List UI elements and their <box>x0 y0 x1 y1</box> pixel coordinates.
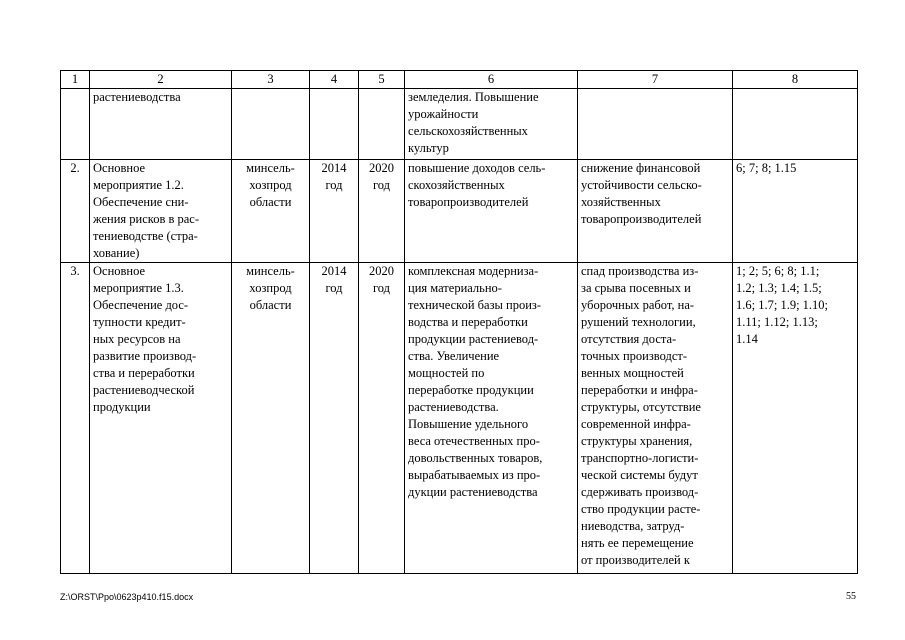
row-number-cell <box>61 89 90 160</box>
executor-cell <box>232 263 310 574</box>
cell-text-line: области <box>249 298 292 312</box>
cell-text-line: области <box>249 195 292 209</box>
cell-text-line: урожайности <box>408 107 479 121</box>
cell-text-line: устойчивости сельско- <box>581 178 702 192</box>
cell-text-line: год <box>372 178 391 192</box>
cell-text-line: год <box>325 281 343 295</box>
table-row <box>61 263 858 574</box>
start-year-cell <box>310 160 359 263</box>
expected-result-cell <box>405 263 578 574</box>
cell-text-line: год <box>372 281 391 295</box>
end-year-cell <box>359 89 405 160</box>
table-row <box>61 160 858 263</box>
cell-text-line: довольственных товаров, <box>408 451 543 465</box>
cell-text-line: комплексная модерниза- <box>408 264 539 278</box>
row-number-cell: 3. <box>61 263 90 574</box>
cell-text-line: Основное <box>93 161 146 175</box>
cell-text-line: за срыва посевных и <box>581 281 691 295</box>
cell-text-line: современной инфра- <box>581 417 691 431</box>
cell-text-line: скохозяйственных <box>408 178 505 192</box>
cell-text-line: минсель- <box>246 264 295 278</box>
cell-text-line: хозяйственных <box>581 195 661 209</box>
cell-text-line: сельскохозяйственных <box>408 124 528 138</box>
cell-text-line: 1.11; 1.12; 1.13; <box>736 315 818 329</box>
cell-text-line: ных ресурсов на <box>93 332 181 346</box>
event-name-cell <box>90 160 232 263</box>
page-number: 55 <box>846 591 856 602</box>
cell-text-line: 1.2; 1.3; 1.4; 1.5; <box>736 281 822 295</box>
header-cell: 6 <box>405 71 578 89</box>
cell-text-line: растениеводческой <box>93 383 195 397</box>
cell-text-line: Обеспечение сни- <box>93 195 189 209</box>
header-cell: 8 <box>733 71 858 89</box>
consequences-cell <box>578 263 733 574</box>
cell-text-line: структуры хранения, <box>581 434 693 448</box>
header-cell: 7 <box>578 71 733 89</box>
cell-text-line: повышение доходов сель- <box>408 161 546 175</box>
end-year-cell <box>359 263 405 574</box>
cell-text-line: уборочных работ, на- <box>581 298 695 312</box>
cell-text-line: дукции растениеводства <box>408 485 538 499</box>
cell-text-line: культур <box>408 141 449 155</box>
indicators-cell <box>733 160 858 263</box>
cell-text-line: нять ее перемещение <box>581 536 694 550</box>
cell-text-line: переработке продукции <box>408 383 534 397</box>
cell-text-line: венных мощностей <box>581 366 684 380</box>
document-table <box>60 70 858 574</box>
cell-text-line: 6; 7; 8; 1.15 <box>736 161 797 175</box>
row-number-cell: 2. <box>61 160 90 263</box>
cell-text-line: 2014 <box>321 264 347 278</box>
cell-text-line: Повышение удельного <box>408 417 529 431</box>
cell-text-line: мощностей по <box>408 366 485 380</box>
header-cell: 4 <box>310 71 359 89</box>
footer-file-path: Z:\ORST\Ppo\0623p410.f15.docx <box>60 592 194 602</box>
cell-text-line: мероприятие 1.3. <box>93 281 184 295</box>
cell-text-line: структуры, отсутствие <box>581 400 701 414</box>
header-cell: 3 <box>232 71 310 89</box>
cell-text-line: продукции растениевод- <box>408 332 539 346</box>
cell-text-line: товаропроизводителей <box>581 212 702 226</box>
expected-result-cell <box>405 89 578 160</box>
cell-text-line: технической базы произ- <box>408 298 542 312</box>
cell-text-line: вырабатываемых из про- <box>408 468 541 482</box>
cell-text-line: ческой системы будут <box>581 468 698 482</box>
consequences-cell <box>578 89 733 160</box>
cell-text-line: от производителей к <box>581 553 690 567</box>
cell-text-line: Основное <box>93 264 146 278</box>
cell-text-line: 1; 2; 5; 6; 8; 1.1; <box>736 264 820 278</box>
cell-text-line: переработки и инфра- <box>581 383 698 397</box>
indicators-cell <box>733 89 858 160</box>
executor-cell <box>232 160 310 263</box>
cell-text-line: 2020 <box>369 264 394 278</box>
start-year-cell <box>310 263 359 574</box>
cell-text-line: растениеводства. <box>408 400 499 414</box>
expected-result-cell <box>405 160 578 263</box>
event-name-cell <box>90 89 232 160</box>
consequences-cell <box>578 160 733 263</box>
indicators-cell <box>733 263 858 574</box>
end-year-cell <box>359 160 405 263</box>
cell-text-line: водства и переработки <box>408 315 528 329</box>
header-cell: 5 <box>359 71 405 89</box>
cell-text-line: жения рисков в рас- <box>93 212 200 226</box>
cell-text-line: развитие производ- <box>93 349 197 363</box>
cell-text-line: спад производства из- <box>581 264 699 278</box>
cell-text-line: мероприятие 1.2. <box>93 178 184 192</box>
cell-text-line: ства. Увеличение <box>408 349 500 363</box>
cell-text-line: растениеводства <box>93 90 181 104</box>
cell-text-line: хозпрод <box>249 281 292 295</box>
cell-text-line: земледелия. Повышение <box>408 90 539 104</box>
cell-text-line: хование) <box>93 246 140 260</box>
start-year-cell <box>310 89 359 160</box>
header-cell: 1 <box>61 71 90 89</box>
cell-text-line: 2014 <box>321 161 347 175</box>
cell-text-line: минсель- <box>246 161 295 175</box>
cell-text-line: снижение финансовой <box>581 161 701 175</box>
cell-text-line: год <box>325 178 343 192</box>
cell-text-line: хозпрод <box>249 178 292 192</box>
cell-text-line: веса отечественных про- <box>408 434 540 448</box>
event-name-cell <box>90 263 232 574</box>
cell-text-line: продукции <box>93 400 151 414</box>
executor-cell <box>232 89 310 160</box>
cell-text-line: 1.14 <box>736 332 758 346</box>
header-cell: 2 <box>90 71 232 89</box>
cell-text-line: рушений технологии, <box>581 315 696 329</box>
cell-text-line: ция материально- <box>408 281 502 295</box>
table-row <box>61 89 858 160</box>
cell-text-line: тениеводстве (стра- <box>93 229 198 243</box>
cell-text-line: сдерживать производ- <box>581 485 699 499</box>
cell-text-line: 1.6; 1.7; 1.9; 1.10; <box>736 298 829 312</box>
cell-text-line: транспортно-логисти- <box>581 451 699 465</box>
cell-text-line: 2020 <box>369 161 394 175</box>
cell-text-line: отсутствия доста- <box>581 332 677 346</box>
cell-text-line: товаропроизводителей <box>408 195 529 209</box>
cell-text-line: ство продукции расте- <box>581 502 701 516</box>
cell-text-line: Обеспечение дос- <box>93 298 189 312</box>
cell-text-line: точных производст- <box>581 349 688 363</box>
cell-text-line: ниеводства, затруд- <box>581 519 685 533</box>
cell-text-line: ства и переработки <box>93 366 195 380</box>
cell-text-line: тупности кредит- <box>93 315 186 329</box>
table-header-row <box>61 71 858 89</box>
